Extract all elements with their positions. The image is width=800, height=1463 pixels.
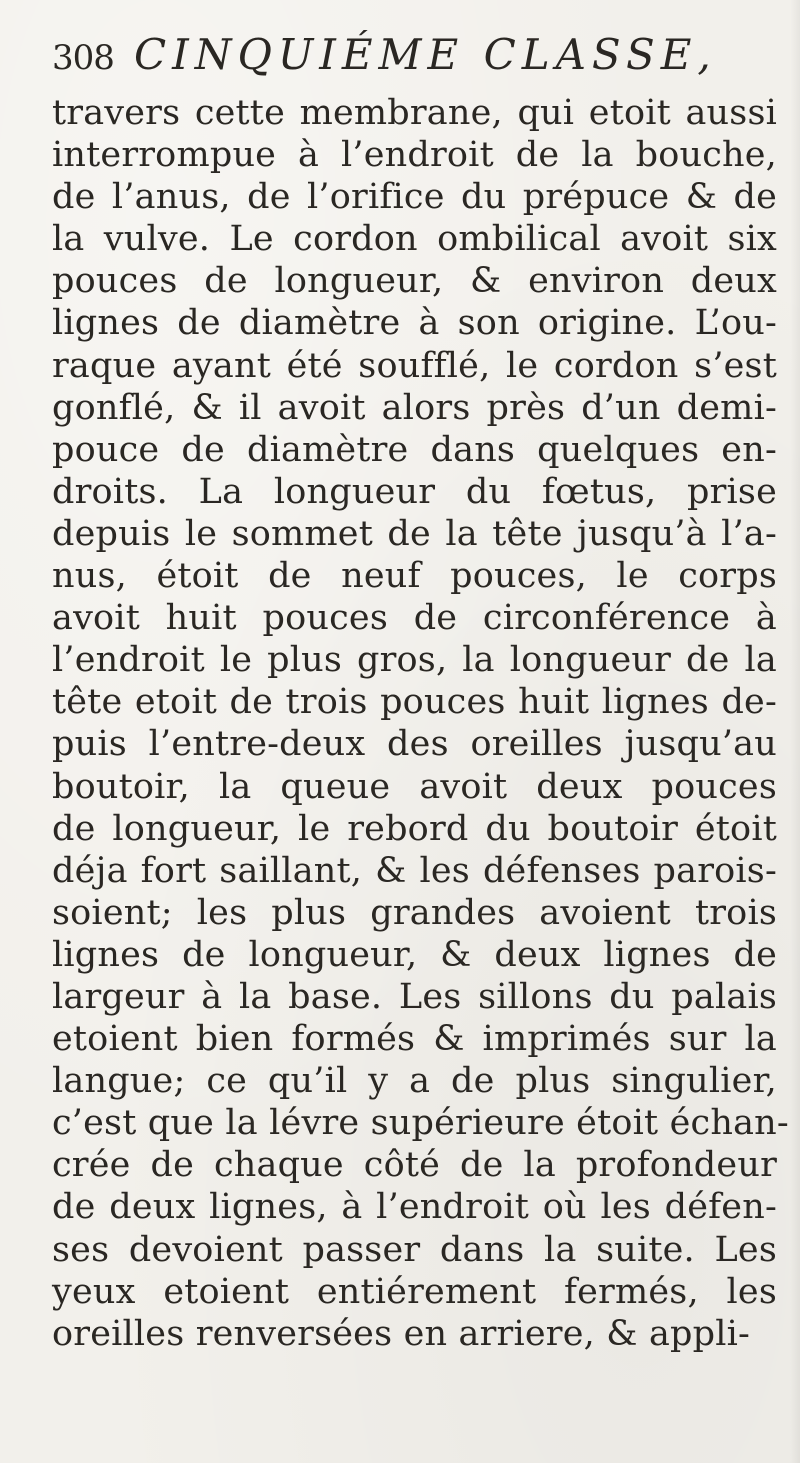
text-line: travers cette membrane, qui etoit aussi (52, 93, 777, 133)
text-line: langue; ce qu’il y a de plus singulier, (52, 1061, 777, 1102)
text-line: gonflé, & il avoit alors près d’un demi- (52, 387, 777, 428)
text-line: lignes de longueur, & deux lignes de (52, 934, 777, 975)
text-line: l’endroit le plus gros, la longueur de la (52, 640, 777, 681)
text-line: avoit huit pouces de circonférence à (52, 598, 777, 639)
page-header (52, 20, 772, 90)
body-text (52, 92, 789, 1355)
text-line: c’est que la lévre supérieure étoit échan- (52, 1103, 789, 1144)
text-line: de l’anus, de l’orifice du prépuce & de (52, 177, 777, 218)
text-line: de deux lignes, à l’endroit où les défen- (52, 1187, 777, 1228)
text-line: puis l’entre-deux des oreilles jusqu’au (52, 724, 777, 765)
text-line: yeux etoient entiérement fermés, les (52, 1271, 777, 1312)
text-line: depuis le sommet de la tête jusqu’à l’a- (52, 513, 777, 554)
text-line: ses devoient passer dans la suite. Les (52, 1229, 777, 1270)
text-line: raque ayant été soufflé, le cordon s’est (52, 345, 777, 386)
text-line: boutoir, la queue avoit deux pouces (52, 766, 777, 807)
text-line: soient; les plus grandes avoient trois (52, 892, 777, 933)
text-line: pouce de diamètre dans quelques en- (52, 429, 777, 470)
page-edge-shadow (790, 0, 800, 1463)
text-line: déja fort saillant, & les défenses parois- (52, 850, 777, 891)
text-line: la vulve. Le cordon ombilical avoit six (52, 219, 777, 260)
text-line: droits. La longueur du fœtus, prise (52, 471, 777, 512)
page-number: 308 (52, 38, 114, 78)
text-line: pouces de longueur, & environ deux (52, 261, 777, 302)
text-line: etoient bien formés & imprimés sur la (52, 1019, 777, 1060)
text-line: largeur à la base. Les sillons du palais (52, 976, 777, 1017)
text-line: lignes de diamètre à son origine. L’ou- (52, 303, 777, 344)
text-line: de longueur, le rebord du boutoir étoit (52, 808, 777, 849)
text-line: tête etoit de trois pouces huit lignes de- (52, 682, 777, 723)
text-line: oreilles renversées en arriere, & appli- (52, 1313, 751, 1354)
running-head: CINQUIÉME CLASSE, (134, 30, 717, 79)
text-line: nus, étoit de neuf pouces, le corps (52, 556, 777, 597)
text-line: interrompue à l’endroit de la bouche, (52, 135, 777, 176)
text-line: crée de chaque côté de la profondeur (52, 1145, 777, 1186)
